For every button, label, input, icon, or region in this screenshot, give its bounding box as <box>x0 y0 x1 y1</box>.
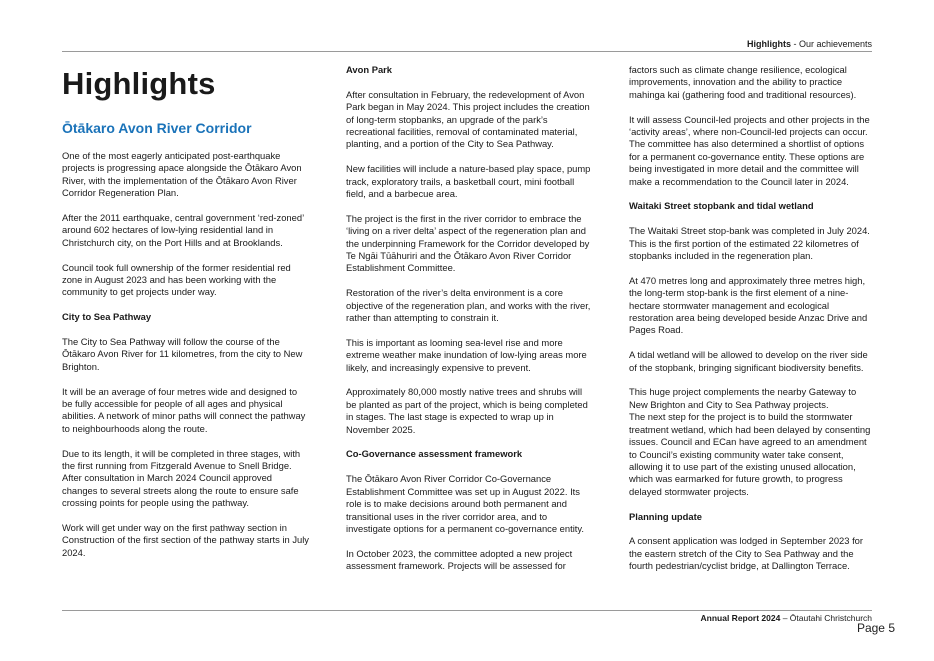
paragraph: In October 2023, the committee adopted a new project assessment framework. Projects will be assessed for <box>346 547 573 572</box>
subheading-waitaki-street: Waitaki Street stopbank and tidal wetland <box>629 200 814 212</box>
paragraph: This is important as looming sea-level rise and more extreme weather make inundation of low-lying areas more likely, and increasingly expensive to prevent. <box>346 336 587 373</box>
paragraph: The next step for the project is to build the stormwater treatment wetland, which had been delayed by consenting issues. Council and ECan have agreed to an amendment to Council’s existing community water take consent, allowing it to use part of the existing unused allocation, which was earmarked for future growth, to progress delayed stormwater projects. <box>629 411 871 497</box>
paragraph: At 470 metres long and approximately three metres high, the long-term stop-bank is the first element of a nine-hectare stormwater management and ecological restoration area being developed beside Anzac Drive and Pages Road. <box>629 274 868 336</box>
header-subtitle: Our achievements <box>798 39 872 49</box>
paragraph: Approximately 80,000 mostly native trees and shrubs will be planted as part of the project, which is being completed in stages. The last stage is expected to wrap up in November 2025. <box>346 386 588 435</box>
footer-divider <box>62 610 872 611</box>
paragraph: Due to its length, it will be completed in three stages, with the first running from Fitzgerald Avenue to Snell Bridge. After consultation in March 2024 Council approved changes to several streets along the route to ensure safe crossing points for people using the pathway. <box>62 447 301 509</box>
page-title: Highlights <box>62 66 216 101</box>
paragraph: The project is the first in the river corridor to embrace the ‘living on a river delta’ aspect of the regeneration plan and the underpinning Framework for the Corridor developed by Te Ngāi Tūāhuriri and the Ōtākaro Avon River Corridor Establishment Committee. <box>346 212 590 274</box>
paragraph: The Ōtākaro Avon River Corridor Co-Governance Establishment Committee was set up in August 2022. Its role is to make decisions around both permanent and transitional uses in the river corridor area, and to investigate options for a permanent co-governance entity. <box>346 473 584 534</box>
paragraph: New facilities will include a nature-based play space, pump track, exploratory trails, a basketball court, mini football field, and a barbecue area. <box>346 163 591 200</box>
subheading-co-governance: Co-Governance assessment framework <box>346 448 523 460</box>
column-2 <box>346 64 592 585</box>
paragraph: Council took full ownership of the former residential red zone in August 2023 and has been working with the community to get projects under way. <box>62 261 291 298</box>
section-title: Ōtākaro Avon River Corridor <box>62 120 252 136</box>
page-number: Page 5 <box>856 621 895 635</box>
paragraph: It will be an average of four metres wide and designed to be fully accessible for people of all ages and physical abilities. A network of minor paths will connect the pathway to neighbourhoods along the route. <box>62 385 306 434</box>
running-header <box>747 39 872 49</box>
header-divider <box>62 51 872 52</box>
column-3 <box>629 64 874 585</box>
footer-org: Ōtautahi Christchurch <box>789 613 872 623</box>
header-section: Highlights <box>746 39 791 49</box>
footer-separator: – <box>780 613 790 623</box>
subheading-city-to-sea: City to Sea Pathway <box>62 311 152 323</box>
paragraph: A consent application was lodged in September 2023 for the eastern stretch of the City to Sea Pathway and the fourth pedestrian/cyclist bridge, at Dallington Terrace. <box>629 535 864 572</box>
paragraph: This huge project complements the nearby Gateway to New Brighton and City to Sea Pathway projects. <box>629 386 857 410</box>
subheading-planning-update: Planning update <box>629 510 702 522</box>
paragraph: It will assess Council-led projects and other projects in the ‘activity areas’, where non-Council-led projects can occur. The committee has also determined a shortlist of options for a permanent co-governance entity. These options are being investigated in more detail and the committee will make a recommendation to the Council later in 2024. <box>629 113 870 187</box>
paragraph: The Waitaki Street stop-bank was completed in July 2024. This is the first portion of the estimated 22 kilometres of stopbanks included in the regeneration plan. <box>629 225 870 262</box>
paragraph: One of the most eagerly anticipated post-earthquake projects is progressing apace alongside the Ōtākaro Avon River, with the implementation of the Ōtākaro Avon River Corridor Regeneration Plan. <box>62 150 302 199</box>
paragraph: The City to Sea Pathway will follow the course of the Ōtākaro Avon River for 11 kilometres, from the city to New Brighton. <box>62 336 303 372</box>
header-separator: - <box>790 39 799 49</box>
paragraph: factors such as climate change resilience, ecological improvements, innovation and the ability to practice mahinga kai (gathering food and traditional resources). <box>629 64 857 100</box>
subheading-avon-park: Avon Park <box>346 64 393 75</box>
paragraph: After the 2011 earthquake, central government ‘red-zoned’ around 602 hectares of low-lying residential land in Christchurch city, on the Port Hills and at Brooklands. <box>62 212 304 248</box>
paragraph: Work will get under way on the first pathway section in Construction of the first section of the pathway starts in July 2024. <box>62 522 309 558</box>
column-1 <box>62 64 309 572</box>
paragraph: After consultation in February, the redevelopment of Avon Park began in May 2024. This project includes the creation of long-term stopbanks, an upgrade of the park’s recreational facilities, removal of contaminated material, planting, and a portion of the City to Sea Pathway. <box>346 88 590 150</box>
running-footer <box>701 613 872 623</box>
paragraph: Restoration of the river’s delta environment is a core objective of the regeneration plan, and works with the river, rather than attempting to constrain it. <box>346 287 591 324</box>
paragraph: A tidal wetland will be allowed to develop on the river side of the stopbank, bringing significant biodiversity benefits. <box>629 349 868 373</box>
footer-report: Annual Report 2024 <box>700 613 781 623</box>
